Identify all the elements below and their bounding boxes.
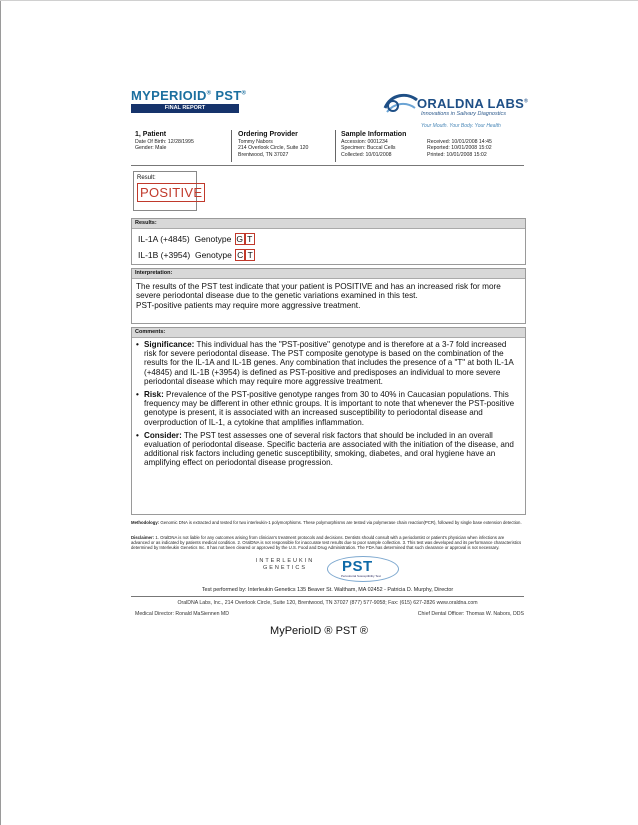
- final-report-bar: FINAL REPORT: [131, 104, 239, 113]
- comment-text: Prevalence of the PST-positive genotype ranges from 30 to 40% in Caucasian populations. This frequency may be different in other ethnic groups. It is important to note that whenever the PST-positive genotype is present, it is associated with an increased susceptibility to periodontal disease and overproduction of IL-1, a cytokine that amplifies inflammation.: [144, 390, 515, 427]
- brand-title-text: MYPERIOID: [131, 88, 207, 103]
- dental-officer: Chief Dental Officer: Thomas W. Nabors, DDS: [417, 611, 524, 617]
- methodology: [131, 520, 524, 525]
- sample-reported: Reported: 10/01/2008 15:02: [427, 145, 492, 152]
- document-caption: MyPerioID ® PST ®: [270, 625, 368, 637]
- comment-text: The PST test assesses one of several risk factors that should be included in an overall evaluation of periodontal disease. Specific bacteria are associated with the initiation of the disease, and additional risk factors including genetic susceptibility, smoking, diabetes, and oral hygiene have an amplifying effect on periodontal disease progression.: [144, 430, 514, 468]
- brand-title: [131, 88, 246, 103]
- interleukin-name-line2: GENETICS: [262, 565, 308, 571]
- brand-suffix-mark: ®: [241, 90, 247, 97]
- sample-info: [341, 130, 406, 158]
- myperioid-logo: [131, 88, 246, 113]
- info-divider: [231, 130, 232, 162]
- methodology-text: Genomic DNA is extracted and tested for two interleukin-1 polymorphisms. These polymorphisms are tested via polymerase chain reaction(PCR), followed by single base extension detection.: [160, 520, 522, 525]
- marker-name: IL-1A (+4845): [138, 234, 190, 244]
- interpretation-heading: Interpretation:: [132, 269, 525, 279]
- allele-2: T: [245, 249, 255, 261]
- allele-2: T: [245, 233, 255, 245]
- lab-tagline: Innovations in Salivary Diagnostics: [421, 111, 506, 117]
- lab-name: [417, 96, 528, 111]
- sample-heading: Sample Information: [341, 131, 407, 138]
- patient-info: [135, 130, 194, 152]
- provider-info: [238, 130, 308, 158]
- disclaimer-text: 1. OralDNA is not liable for any outcomes arising from clinician's treatment protocols and decisions. Dentists should consult with a periodontist or patient's physician when infections are advanced or as indicated by patients medical condition. 2. OralDNA is not responsible for inaccurate test results due to poor sample collection. 3. This test was developed and its performance characteristics determined by Interleukin Genetics Inc. It has not been cleared or approved by the U.S. Food and Drug Administration. The FDA has determined that such clearance or approval is not necessary.: [131, 535, 522, 550]
- lab-name-mark: ®: [524, 98, 529, 105]
- pst-logo-text: PST: [342, 558, 373, 575]
- allele-1: G: [236, 234, 244, 244]
- disclaimer: [131, 535, 524, 550]
- comments-list: [132, 338, 525, 475]
- result-box: [133, 171, 203, 211]
- interpretation-text: [132, 279, 525, 313]
- patient-gender: Gender: Male: [135, 145, 167, 152]
- brand-title-suffix: PST: [215, 88, 242, 103]
- page-border-top: [0, 0, 638, 1]
- disclaimer-label: Disclaimer:: [131, 535, 155, 540]
- footer-rule: [131, 596, 524, 597]
- page-border-left: [0, 0, 1, 825]
- sample-collected: Collected: 10/01/2008: [341, 151, 392, 158]
- info-rule: [131, 165, 524, 166]
- performed-by: Test performed by: Interleukin Genetics 135 Beaver St. Waltham, MA 02452 - Patricia D. Murphy, Director: [201, 587, 454, 593]
- sample-dates: [427, 139, 492, 158]
- provider-address-line1: 214 Overlook Circle, Suite 120: [238, 145, 309, 152]
- comment-term: Consider:: [144, 430, 182, 440]
- allele-1: C: [237, 250, 244, 260]
- bullet-icon: •: [136, 430, 139, 440]
- interpretation-line2: PST-positive patients may require more aggressive treatment.: [136, 300, 361, 310]
- comment-item: [136, 390, 521, 427]
- comment-text: This individual has the "PST-positive" genotype and is therefore at a 3-7 fold increased risk for severe periodontal disease. The PST composite genotype is based on the combination of the results for the IL-1A and IL-1B genes. Any combination that includes the presence of a "T" at both IL-1A (+4845) and IL-1B (+3954) is defined as PST-positive and predisposes an individual to more severe periodontal disease which may require more aggressive treatment.: [144, 340, 514, 386]
- methodology-label: Methodology:: [131, 520, 160, 525]
- sample-received: Received: 10/01/2008 14:45: [427, 139, 492, 145]
- sample-printed: Printed: 10/01/2008 15:02: [427, 151, 487, 158]
- genotype-label: Genotype: [194, 234, 232, 244]
- marker-name: IL-1B (+3954): [138, 250, 191, 260]
- interpretation-line1: The results of the PST test indicate that your patient is POSITIVE and has an increased risk for more severe periodontal disease due to the genetic variations examined in this test.: [136, 282, 501, 301]
- interleukin-name-line1: INTERLEUKIN: [255, 558, 315, 564]
- genotype-row: [138, 233, 525, 245]
- comment-term: Risk:: [144, 390, 164, 400]
- results-heading: Results:: [132, 219, 525, 229]
- comment-item: [136, 340, 521, 386]
- interleukin-pst-logo: [245, 556, 405, 584]
- brand-title-mark: ®: [206, 90, 212, 97]
- result-label: Result:: [137, 175, 156, 181]
- report-info-row: [131, 130, 524, 162]
- comment-term: Significance:: [144, 340, 195, 349]
- lab-name-text: ORALDNA LABS: [417, 96, 525, 111]
- provider-heading: Ordering Provider: [238, 131, 298, 138]
- patient-heading: 1, Patient: [135, 131, 167, 138]
- comments-section: [131, 327, 526, 515]
- oraldna-logo: [381, 88, 529, 136]
- sample-accession: Accession: 0001234: [341, 139, 388, 145]
- pst-logo-subtitle: Periodontal Susceptibility Test: [341, 574, 381, 578]
- genotype-row: [138, 249, 525, 261]
- patient-dob: Date Of Birth: 12/28/1995: [135, 139, 194, 145]
- sample-specimen: Specimen: Buccal Cells: [341, 145, 396, 152]
- provider-name: Tommy Nabors: [238, 139, 273, 145]
- medical-director: Medical Director: Ronald MaSiennen MD: [135, 611, 229, 617]
- bullet-icon: •: [136, 390, 139, 400]
- genotype-label: Genotype: [194, 250, 232, 260]
- result-value: POSITIVE: [137, 183, 205, 202]
- info-divider: [335, 130, 336, 162]
- comments-heading: Comments:: [132, 328, 525, 338]
- lab-slogan: Your Mouth. Your Body. Your Health: [421, 123, 501, 129]
- interpretation-section: [131, 268, 526, 324]
- footer-address: OralDNA Labs, Inc., 214 Overlook Circle, Suite 120, Brentwood, TN 37027 (877) 577-9058; Fax: (615) 627-2826 www.oraldna.com: [177, 600, 478, 606]
- interleukin-genetics-logo: [245, 558, 325, 572]
- results-section: [131, 218, 526, 265]
- provider-address-line2: Brentwood, TN 37027: [238, 151, 289, 158]
- bullet-icon: •: [136, 340, 139, 349]
- dna-swirl-icon: [381, 90, 421, 120]
- comment-item: [136, 431, 521, 468]
